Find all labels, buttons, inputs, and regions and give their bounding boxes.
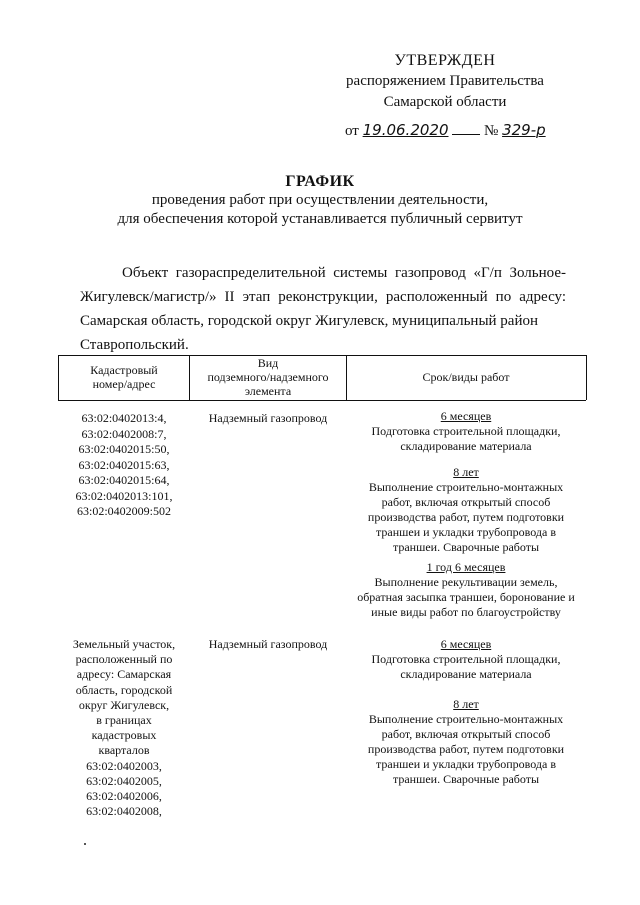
row1-cadastral: 63:02:0402013:4, 63:02:0402008:7, 63:02:0402015:50, 63:02:0402015:63, 63:02:0402015:64, 63:02:0402013:101, 63:02:0402009:502 [75, 411, 173, 518]
scan-speck [84, 843, 86, 845]
table-col-divider-1 [189, 355, 190, 400]
approval-heading: УТВЕРЖДЕН [394, 52, 496, 69]
document-subtitle-2: для обеспечения которой устанавливается публичный сервитут [117, 211, 523, 227]
number-value: 329-р [502, 121, 546, 139]
number-prefix: № [484, 123, 499, 139]
approval-dateline [345, 121, 585, 140]
approval-line-2: Самарской области [383, 94, 507, 110]
header-cadastral: Кадастровый номер/адрес [90, 363, 158, 391]
intro-paragraph: Объект газораспределительной системы газопровод «Г/п Зольное-Жигулевск/магистр/» II этап реконструкции, расположенный по адресу: Самарская область, городской округ Жигулевск, муниципальный район [80, 265, 566, 329]
table-right-border [586, 355, 587, 400]
document-title-block [60, 172, 580, 229]
table-header-border [58, 400, 586, 401]
document-subtitle-1: проведения работ при осуществлении деятельности, [151, 192, 489, 208]
row2-cadastral: Земельный участок, расположенный по адресу: Самарская область, городской округ Жигулевск, в границах кадастровых кварталов 63:02:0402003, 63:02:0402005, 63:02:0402006, 63:02:0402008, [72, 637, 176, 819]
stage-period: 8 лет [453, 697, 479, 711]
row1-stage3: 1 год 6 месяцев Выполнение рекультивации земель, обратная засыпка траншеи, боронование и иные виды работ по благоустройству [348, 560, 584, 620]
row2-element: Надземный газопровод [208, 637, 328, 651]
row1-stage2: 8 лет Выполнение строительно-монтажных работ, включая открытый способ производства работ, путем подготовки траншеи и укладки трубопровода в траншеи. Сварочные работы [348, 465, 584, 555]
stage-period: 6 месяцев [440, 409, 492, 423]
row2-stage1: 6 месяцев Подготовка строительной площадки, складирование материала [348, 637, 584, 682]
header-schedule: Срок/виды работ [422, 370, 510, 384]
row1-stage1: 6 месяцев Подготовка строительной площадки, складирование материала [348, 409, 584, 454]
date-prefix: от [345, 123, 359, 139]
approval-line-1: распоряжением Правительства [346, 73, 544, 89]
row2-stage2: 8 лет Выполнение строительно-монтажных работ, включая открытый способ производства работ, путем подготовки траншеи и укладки трубопровода в траншеи. Сварочные работы [348, 697, 584, 787]
table-left-border [58, 355, 59, 400]
stage-period: 1 год 6 месяцев [426, 560, 506, 574]
table-col-divider-2 [346, 355, 347, 400]
date-value: 19.06.2020 [362, 121, 449, 139]
approval-block [330, 50, 560, 113]
intro-paragraph-end: Ставропольский. [80, 337, 189, 353]
document-title: ГРАФИК [285, 173, 355, 190]
stage-period: 8 лет [453, 465, 479, 479]
row1-element: Надземный газопровод [208, 411, 328, 425]
header-element: Вид подземного/надземного элемента [207, 356, 329, 398]
stage-period: 6 месяцев [440, 637, 492, 651]
